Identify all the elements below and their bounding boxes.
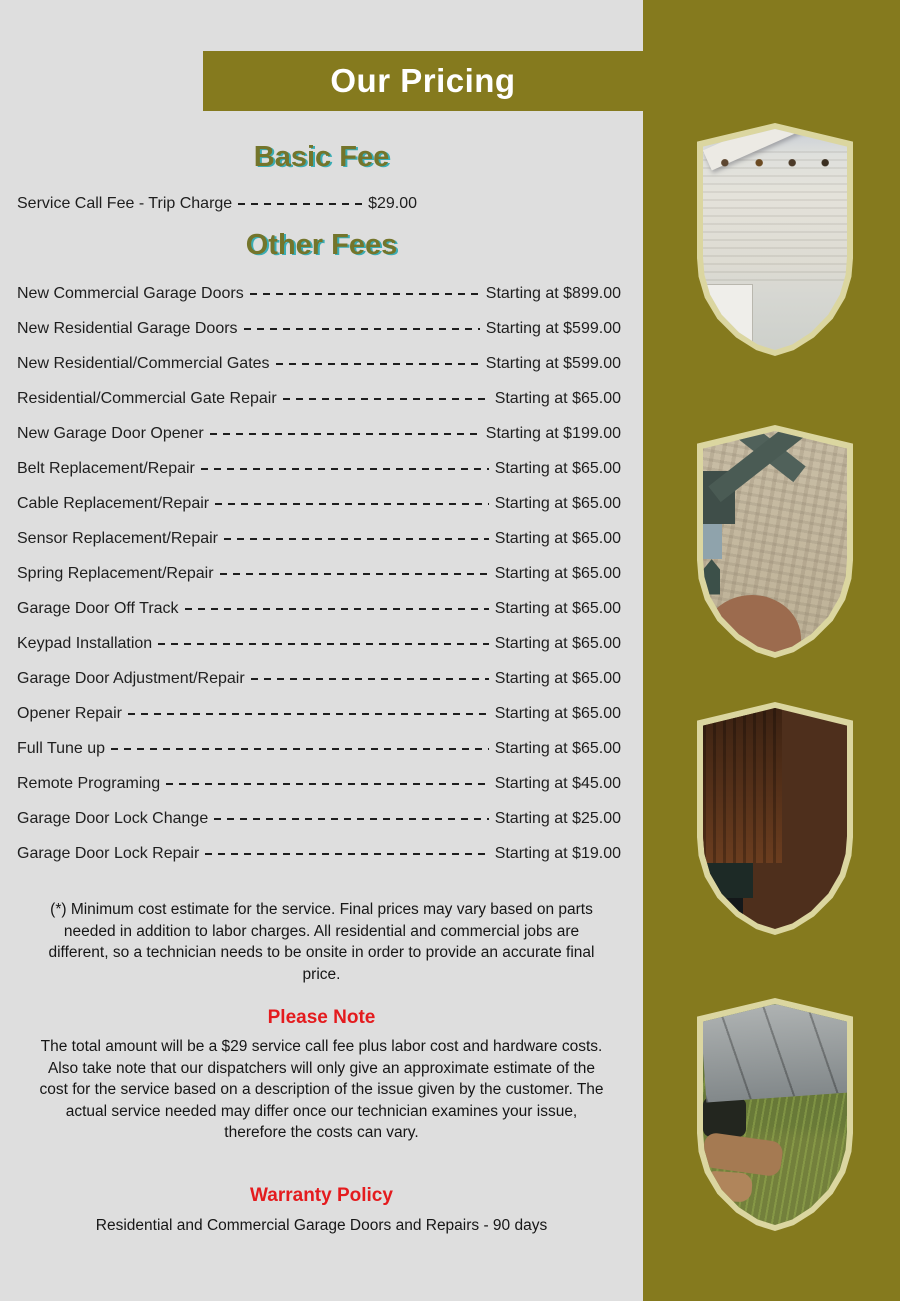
fee-price: $29.00 bbox=[368, 195, 417, 212]
fee-row bbox=[0, 416, 643, 451]
fee-price: Starting at $19.00 bbox=[494, 844, 621, 862]
dark-window bbox=[703, 898, 743, 929]
fee-price: Starting at $65.00 bbox=[494, 494, 621, 512]
fee-label: Cable Replacement/Repair bbox=[17, 494, 210, 512]
garage-door-left bbox=[703, 284, 753, 350]
fee-label: Garage Door Adjustment/Repair bbox=[17, 669, 245, 687]
dash-leader bbox=[250, 293, 480, 295]
fee-price: Starting at $65.00 bbox=[494, 564, 621, 582]
dash-leader bbox=[185, 608, 489, 610]
fee-label: Garage Door Lock Repair bbox=[17, 844, 200, 862]
warranty-policy-text: Residential and Commercial Garage Doors and Repairs - 90 days bbox=[95, 1217, 548, 1234]
fee-row bbox=[0, 381, 643, 416]
modern-wood-panel-photo bbox=[703, 708, 847, 929]
wood-panel-background bbox=[703, 708, 847, 929]
dash-leader bbox=[158, 643, 488, 645]
fee-price: Starting at $45.00 bbox=[494, 774, 621, 792]
fee-row bbox=[0, 661, 643, 696]
fee-price: Starting at $65.00 bbox=[494, 459, 621, 477]
fee-label: Belt Replacement/Repair bbox=[17, 459, 195, 477]
basic-fee-list bbox=[0, 189, 420, 219]
dark-wood-wall bbox=[703, 708, 782, 863]
shield-frame-3 bbox=[697, 702, 853, 935]
fee-label: Spring Replacement/Repair bbox=[17, 564, 214, 582]
metal-door-panel bbox=[703, 1004, 847, 1102]
fee-label: Opener Repair bbox=[17, 704, 122, 722]
dash-leader bbox=[111, 748, 489, 750]
fee-row bbox=[0, 836, 643, 871]
fee-price: Starting at $25.00 bbox=[494, 809, 621, 827]
fee-label: Keypad Installation bbox=[17, 634, 153, 652]
garage-door-windows bbox=[709, 140, 842, 175]
clerestory-window bbox=[703, 863, 753, 898]
fee-row bbox=[0, 189, 420, 219]
fee-price: Starting at $65.00 bbox=[494, 529, 621, 547]
fee-row bbox=[0, 311, 643, 346]
dash-leader bbox=[238, 203, 362, 205]
other-fees-heading: Other Fees bbox=[245, 229, 398, 261]
dash-leader bbox=[201, 468, 489, 470]
fee-label: Remote Programing bbox=[17, 774, 161, 792]
fee-label: New Residential Garage Doors bbox=[17, 319, 238, 337]
fee-label: Service Call Fee - Trip Charge bbox=[17, 195, 233, 212]
welder-arm-lower bbox=[703, 1170, 753, 1202]
dash-leader bbox=[276, 363, 480, 365]
welding-repair-photo bbox=[703, 1004, 847, 1225]
welder-sleeve bbox=[703, 1097, 746, 1137]
brick-arch bbox=[703, 595, 801, 653]
fee-row bbox=[0, 731, 643, 766]
fee-row bbox=[0, 801, 643, 836]
dash-leader bbox=[128, 713, 489, 715]
fee-price: Starting at $65.00 bbox=[494, 739, 621, 757]
shield-frame-1 bbox=[697, 123, 853, 356]
shield-frame-2 bbox=[697, 425, 853, 658]
fee-row bbox=[0, 346, 643, 381]
fee-price: Starting at $899.00 bbox=[485, 284, 621, 302]
dash-leader bbox=[210, 433, 480, 435]
fee-price: Starting at $199.00 bbox=[485, 424, 621, 442]
fee-price: Starting at $599.00 bbox=[485, 354, 621, 372]
stone-house-background bbox=[703, 431, 847, 652]
fee-label: Sensor Replacement/Repair bbox=[17, 529, 218, 547]
fee-row bbox=[0, 451, 643, 486]
dash-leader bbox=[251, 678, 489, 680]
dash-leader bbox=[244, 328, 480, 330]
fee-row bbox=[0, 766, 643, 801]
stone-house-window bbox=[703, 524, 722, 559]
white-garage-photo bbox=[703, 129, 847, 350]
page-title: Our Pricing bbox=[330, 62, 516, 99]
fee-row bbox=[0, 626, 643, 661]
disclaimer-text: (*) Minimum cost estimate for the service. Final prices may vary based on parts needed in addition to labor charges. All residential and commercial jobs are different, so a technician needs to be onsite in order to provide an accurate final price. bbox=[48, 901, 595, 983]
fee-label: Residential/Commercial Gate Repair bbox=[17, 389, 277, 407]
warranty-policy-heading: Warranty Policy bbox=[250, 1185, 393, 1206]
dash-leader bbox=[215, 503, 489, 505]
please-note-text: The total amount will be a $29 service call fee plus labor cost and hardware costs. Also take note that our dispatchers will only give an approximate estimate of the cost for the service based on a description of the issue given by the customer. The actual service needed may differ once our technician examines your issue, therefore the costs can vary. bbox=[39, 1038, 604, 1142]
dash-leader bbox=[214, 818, 488, 820]
fee-price: Starting at $65.00 bbox=[494, 634, 621, 652]
stone-house-wood-door-photo bbox=[703, 431, 847, 652]
fee-price: Starting at $65.00 bbox=[494, 704, 621, 722]
photo-sidebar bbox=[643, 0, 900, 1301]
fee-label: Full Tune up bbox=[17, 739, 106, 757]
fee-label: Garage Door Off Track bbox=[17, 599, 179, 617]
tool-handle bbox=[703, 1202, 734, 1225]
shield-frame-4 bbox=[697, 998, 853, 1231]
dash-leader bbox=[166, 783, 489, 785]
fee-row bbox=[0, 486, 643, 521]
basic-fee-heading: Basic Fee bbox=[253, 141, 390, 173]
dash-leader bbox=[283, 398, 489, 400]
dash-leader bbox=[220, 573, 489, 575]
fee-label: New Garage Door Opener bbox=[17, 424, 204, 442]
fee-row bbox=[0, 696, 643, 731]
stone-house-vent bbox=[703, 559, 720, 594]
fee-row bbox=[0, 521, 643, 556]
fee-label: Garage Door Lock Change bbox=[17, 809, 209, 827]
fee-price: Starting at $65.00 bbox=[494, 389, 621, 407]
fee-price: Starting at $65.00 bbox=[494, 599, 621, 617]
garage-photo-background bbox=[703, 129, 847, 350]
other-fees-list bbox=[0, 276, 643, 871]
please-note-heading: Please Note bbox=[267, 1007, 376, 1028]
fee-row bbox=[0, 556, 643, 591]
dash-leader bbox=[224, 538, 489, 540]
fee-label: New Commercial Garage Doors bbox=[17, 284, 244, 302]
dash-leader bbox=[205, 853, 488, 855]
fee-price: Starting at $65.00 bbox=[494, 669, 621, 687]
fee-price: Starting at $599.00 bbox=[485, 319, 621, 337]
fee-label: New Residential/Commercial Gates bbox=[17, 354, 270, 372]
welding-grass-background bbox=[703, 1004, 847, 1225]
fee-row bbox=[0, 591, 643, 626]
fee-row bbox=[0, 276, 643, 311]
